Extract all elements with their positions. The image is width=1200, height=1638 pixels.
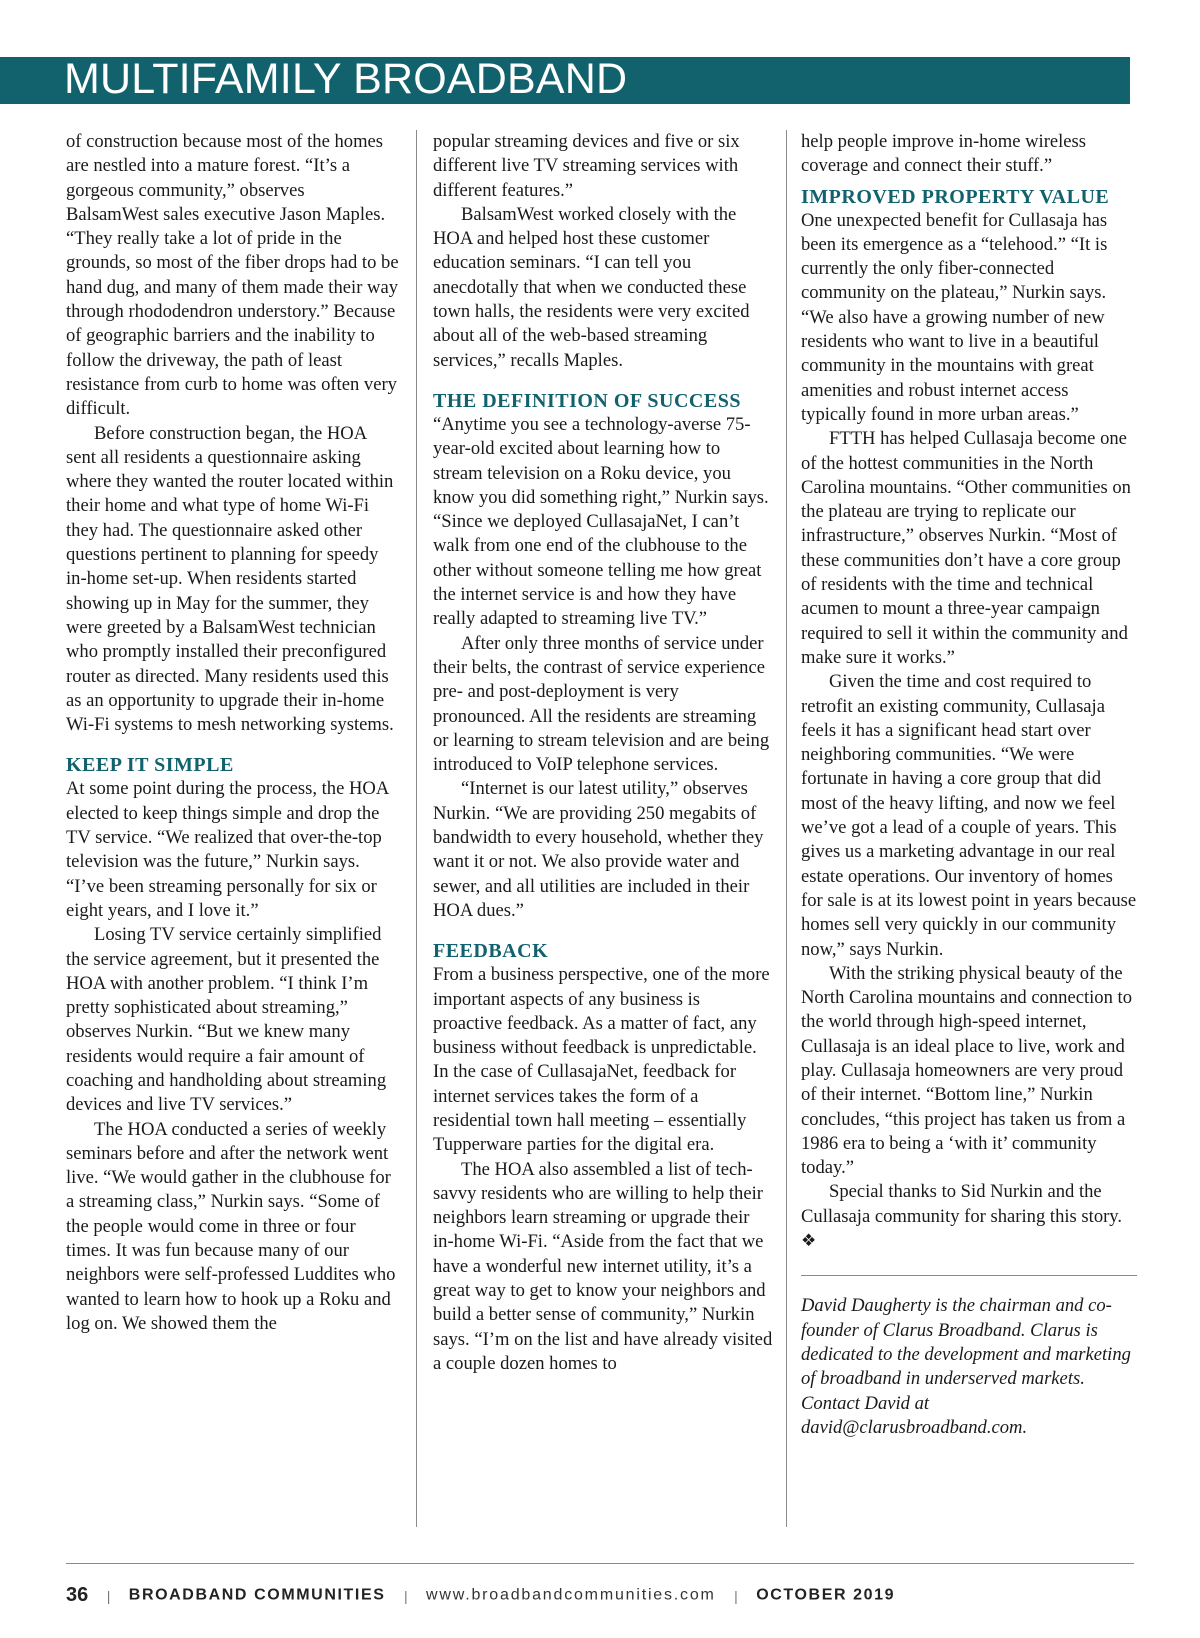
- body-paragraph: [433, 203, 773, 373]
- footer-divider: [66, 1563, 1134, 1564]
- body-paragraph: [433, 963, 773, 1157]
- body-paragraph: [801, 670, 1137, 962]
- section-heading: IMPROVED PROPERTY VALUE: [801, 185, 1110, 208]
- body-paragraph: [801, 962, 1137, 1181]
- page-number: 36: [66, 1584, 89, 1606]
- paragraph-text: From a business perspective, one of the more important aspects of any business is proactive feedback. As a matter of fact, any business without feedback is unpredictable. In the case of CullasajaNet, feedback for internet services takes the form of a residential town hall meeting – essentially Tupperware parties for the digital era.: [433, 964, 770, 1156]
- body-paragraph: [66, 777, 400, 923]
- column-divider: [416, 130, 417, 1527]
- magazine-name: BROADBAND COMMUNITIES: [128, 1586, 386, 1604]
- body-paragraph: [66, 130, 400, 422]
- paragraph-text: One unexpected benefit for Cullasaja has been its emergence as a “telehood.” “It is currently the only fiber-connected community on the plateau,” Nurkin says. “We also have a growing number of new residents who want to live in a beautiful community in the mountains with great amenities and robust internet access typically found in more urban areas.”: [801, 209, 1108, 425]
- body-paragraph: [801, 1180, 1137, 1253]
- body-paragraph: [433, 777, 773, 923]
- issue-date: OCTOBER 2019: [756, 1586, 896, 1604]
- paragraph-text: Special thanks to Sid Nurkin and the Cullasaja community for sharing this story.: [801, 1181, 1123, 1227]
- author-bio: David Daugherty is the chairman and co-founder of Clarus Broadband. Clarus is dedicated to the development and marketing of broadband in underserved markets. Contact David at david@clarusbroadband.com.: [801, 1295, 1131, 1438]
- article-column-1: [66, 130, 400, 1336]
- body-paragraph: [433, 1158, 773, 1377]
- paragraph-text: Before construction began, the HOA sent all residents a questionnaire asking where they wanted the router located within their home and what type of home Wi-Fi they had. The questionnaire asked other questions pertinent to planning for speedy in-home set-up. When residents started showing up in May for the summer, they were greeted by a BalsamWest technician who promptly installed their preconfigured router as directed. Many residents used this as an opportunity to upgrade their in-home Wi-Fi systems to mesh networking systems.: [66, 422, 394, 736]
- paragraph-text: “Internet is our latest utility,” observes Nurkin. “We are providing 250 megabits of bandwidth to every household, whether they want it or not. We also provide water and sewer, and all utilities are included in their HOA dues.”: [433, 778, 764, 921]
- bio-divider: [801, 1275, 1137, 1276]
- paragraph-text: BalsamWest worked closely with the HOA and helped host these customer education seminars. “I can tell you anecdotally that when we conducted these town halls, the residents were very excited about all of the web-based streaming services,” recalls Maples.: [433, 203, 750, 371]
- section-heading: THE DEFINITION OF SUCCESS: [433, 389, 741, 412]
- paragraph-text: of construction because most of the homes are nestled into a mature forest. “It’s a gorgeous community,” observes BalsamWest sales executive Jason Maples. “They really take a lot of pride in the grounds, so most of the fiber drops had to be hand dug, and many of them made their way through rhododendron understory.” Because of geographic barriers and the inability to follow the driveway, the path of least resistance from curb to home was often very difficult.: [66, 131, 399, 420]
- paragraph-text: help people improve in-home wireless coverage and connect their stuff.”: [801, 131, 1087, 177]
- body-paragraph: [801, 427, 1137, 670]
- footer-separator: |: [734, 1587, 738, 1604]
- paragraph-text: At some point during the process, the HOA elected to keep things simple and drop the TV service. “We realized that over-the-top television was the future,” Nurkin says. “I’ve been streaming personally for six or eight years, and I love it.”: [66, 778, 389, 921]
- section-heading: FEEDBACK: [433, 940, 549, 963]
- footer-separator: |: [403, 1587, 408, 1604]
- paragraph-text: With the striking physical beauty of the North Carolina mountains and connection to the world through high-speed internet, Cullasaja is an ideal place to live, work and play. Cullasaja homeowners are very proud of their internet. “Bottom line,” Nurkin concludes, “this project has taken us from a 1986 era to being a ‘with it’ community today.”: [801, 962, 1133, 1179]
- column-divider: [786, 130, 787, 1527]
- body-paragraph: [66, 923, 400, 1117]
- body-paragraph: [433, 413, 773, 632]
- end-of-article-icon: ❖: [801, 1231, 817, 1251]
- article-column-3: [801, 130, 1137, 1440]
- body-paragraph: [801, 130, 1137, 179]
- section-title: MULTIFAMILY BROADBAND: [64, 55, 628, 103]
- paragraph-text: FTTH has helped Cullasaja become one of the hottest communities in the North Carolina mountains. “Other communities on the plateau are trying to replicate our infrastructure,” observes Nurkin. “Most of these communities don’t have a core group of residents with the time and technical acumen to mount a three-year campaign required to sell it within the community and make sure it works.”: [801, 428, 1131, 668]
- body-paragraph: [801, 209, 1137, 428]
- column-blocks: [801, 130, 1137, 1253]
- article-column-2: [433, 130, 773, 1376]
- body-paragraph: [66, 422, 400, 738]
- paragraph-text: Losing TV service certainly simplified the service agreement, but it presented the HOA with another problem. “I think I’m pretty sophisticated about streaming,” observes Nurkin. “But we knew many residents would require a fair amount of coaching and handholding about streaming devices and live TV services.”: [66, 924, 387, 1116]
- paragraph-text: popular streaming devices and five or six different live TV streaming services with different features.”: [433, 131, 740, 201]
- paragraph-text: “Anytime you see a technology-averse 75-year-old excited about learning how to stream television on a Roku device, you know you did something right,” Nurkin says. “Since we deployed CullasajaNet, I can’t walk from one end of the clubhouse to the other without someone telling me how great the internet service is and how they have really adapted to streaming live TV.”: [433, 413, 769, 630]
- body-paragraph: [433, 632, 773, 778]
- paragraph-text: The HOA also assembled a list of tech-savvy residents who are willing to help their neighbors learn streaming or upgrade their in-home Wi-Fi. “Aside from the fact that we have a wonderful new internet utility, it’s a great way to get to know your neighbors and build a better sense of community,” Nurkin says. “I’m on the list and have already visited a couple dozen homes to: [433, 1158, 773, 1374]
- footer-separator: |: [106, 1587, 111, 1604]
- paragraph-text: Given the time and cost required to retrofit an existing community, Cullasaja feels it has a significant head start over neighboring communities. “We were fortunate in having a core group that did most of the heavy lifting, and now we feel we’ve got a lead of a couple of years. This gives us a marketing advantage in our real estate operations. Our inventory of homes for sale is at its lowest point in years because homes sell very quickly in our community now,” says Nurkin.: [801, 671, 1137, 960]
- section-heading: KEEP IT SIMPLE: [66, 754, 234, 777]
- paragraph-text: The HOA conducted a series of weekly seminars before and after the network went live. “We would gather in the clubhouse for a streaming class,” Nurkin says. “Some of the people would come in three or four times. It was fun because many of our neighbors were self-professed Luddites who wanted to learn how to hook up a Roku and log on. We showed them the: [66, 1118, 396, 1334]
- body-paragraph: [433, 130, 773, 203]
- paragraph-text: After only three months of service under their belts, the contrast of service experience pre- and post-deployment is very pronounced. All the residents are streaming or learning to stream television and are being introduced to VoIP telephone services.: [433, 632, 770, 776]
- body-paragraph: [66, 1118, 400, 1337]
- page-footer: [66, 1584, 895, 1607]
- magazine-website: www.broadbandcommunities.com: [426, 1586, 716, 1604]
